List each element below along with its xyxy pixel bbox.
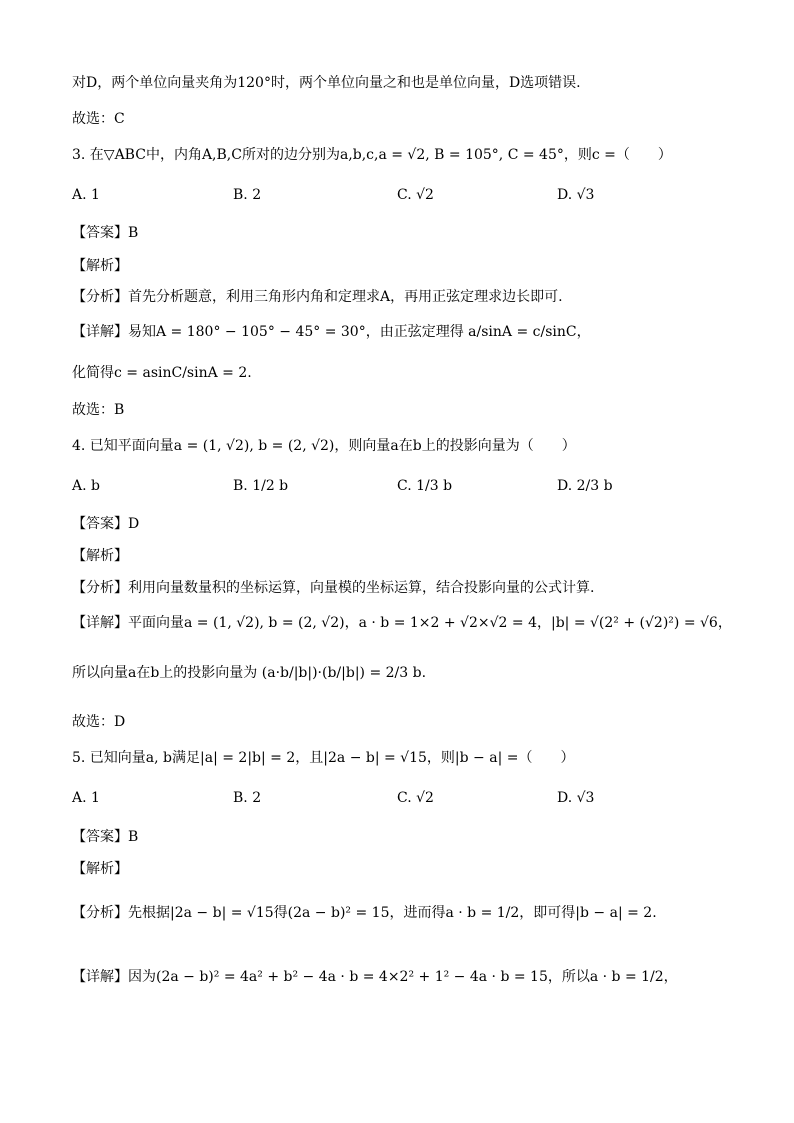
text-line: 故选：D (72, 714, 126, 730)
answer-label: 【答案】B (72, 829, 139, 845)
text-line: 对D，两个单位向量夹角为120°时，两个单位向量之和也是单位向量，D选项错误. (72, 75, 581, 91)
analysis-text: 【分析】利用向量数量积的坐标运算，向量模的坐标运算，结合投影向量的公式计算. (72, 580, 595, 596)
question-4: 4. 已知平面向量a = (1, √2), b = (2, √2)，则向量a在b上的投影向量为（ ） (72, 438, 576, 454)
option-d: D. √3 (557, 187, 595, 203)
option-d: D. √3 (557, 790, 595, 806)
option-b: B. 2 (233, 187, 262, 203)
option-a: A. 1 (72, 187, 100, 203)
option-b: B. 1/2 b (233, 478, 289, 494)
analysis-text: 【分析】先根据|2a − b| = √15得(2a − b)² = 15，进而得a · b = 1/2，即可得|b − a| = 2. (72, 905, 657, 921)
options-q3 (72, 187, 732, 209)
option-c: C. √2 (397, 187, 434, 203)
detail-text: 【详解】易知A = 180° − 105° − 45° = 30°，由正弦定理得 a/sinA = c/sinC， (72, 324, 591, 340)
analysis-text: 【分析】首先分析题意，利用三角形内角和定理求A，再用正弦定理求边长即可. (72, 289, 563, 305)
detail-text: 【详解】平面向量a = (1, √2), b = (2, √2)，a · b = 1×2 + √2×√2 = 4，|b| = √(2² + (√2)²) = √6， (72, 615, 732, 631)
analysis-label: 【解析】 (72, 258, 128, 274)
answer-label: 【答案】D (72, 516, 140, 532)
options-q4 (72, 478, 732, 500)
analysis-label: 【解析】 (72, 861, 128, 877)
detail-text: 【详解】因为(2a − b)² = 4a² + b² − 4a · b = 4×2² + 1² − 4a · b = 15，所以a · b = 1/2， (72, 969, 678, 985)
option-c: C. 1/3 b (397, 478, 453, 494)
question-5: 5. 已知向量a, b满足|a| = 2|b| = 2，且|2a − b| = √15，则|b − a| =（ ） (72, 750, 575, 766)
options-q5 (72, 790, 732, 812)
analysis-label: 【解析】 (72, 548, 128, 564)
text-line: 故选：B (72, 402, 125, 418)
detail-text: 所以向量a在b上的投影向量为 (a·b/|b|)·(b/|b|) = 2/3 b. (72, 665, 427, 681)
text-line: 故选：C (72, 111, 125, 127)
option-b: B. 2 (233, 790, 262, 806)
detail-text: 化简得c = asinC/sinA = 2. (72, 365, 252, 381)
option-a: A. b (72, 478, 100, 494)
option-c: C. √2 (397, 790, 434, 806)
option-a: A. 1 (72, 790, 100, 806)
option-d: D. 2/3 b (557, 478, 613, 494)
answer-label: 【答案】B (72, 225, 139, 241)
question-3: 3. 在▽ABC中，内角A,B,C所对的边分别为a,b,c,a = √2, B = 105°, C = 45°，则c =（ ） (72, 147, 672, 163)
